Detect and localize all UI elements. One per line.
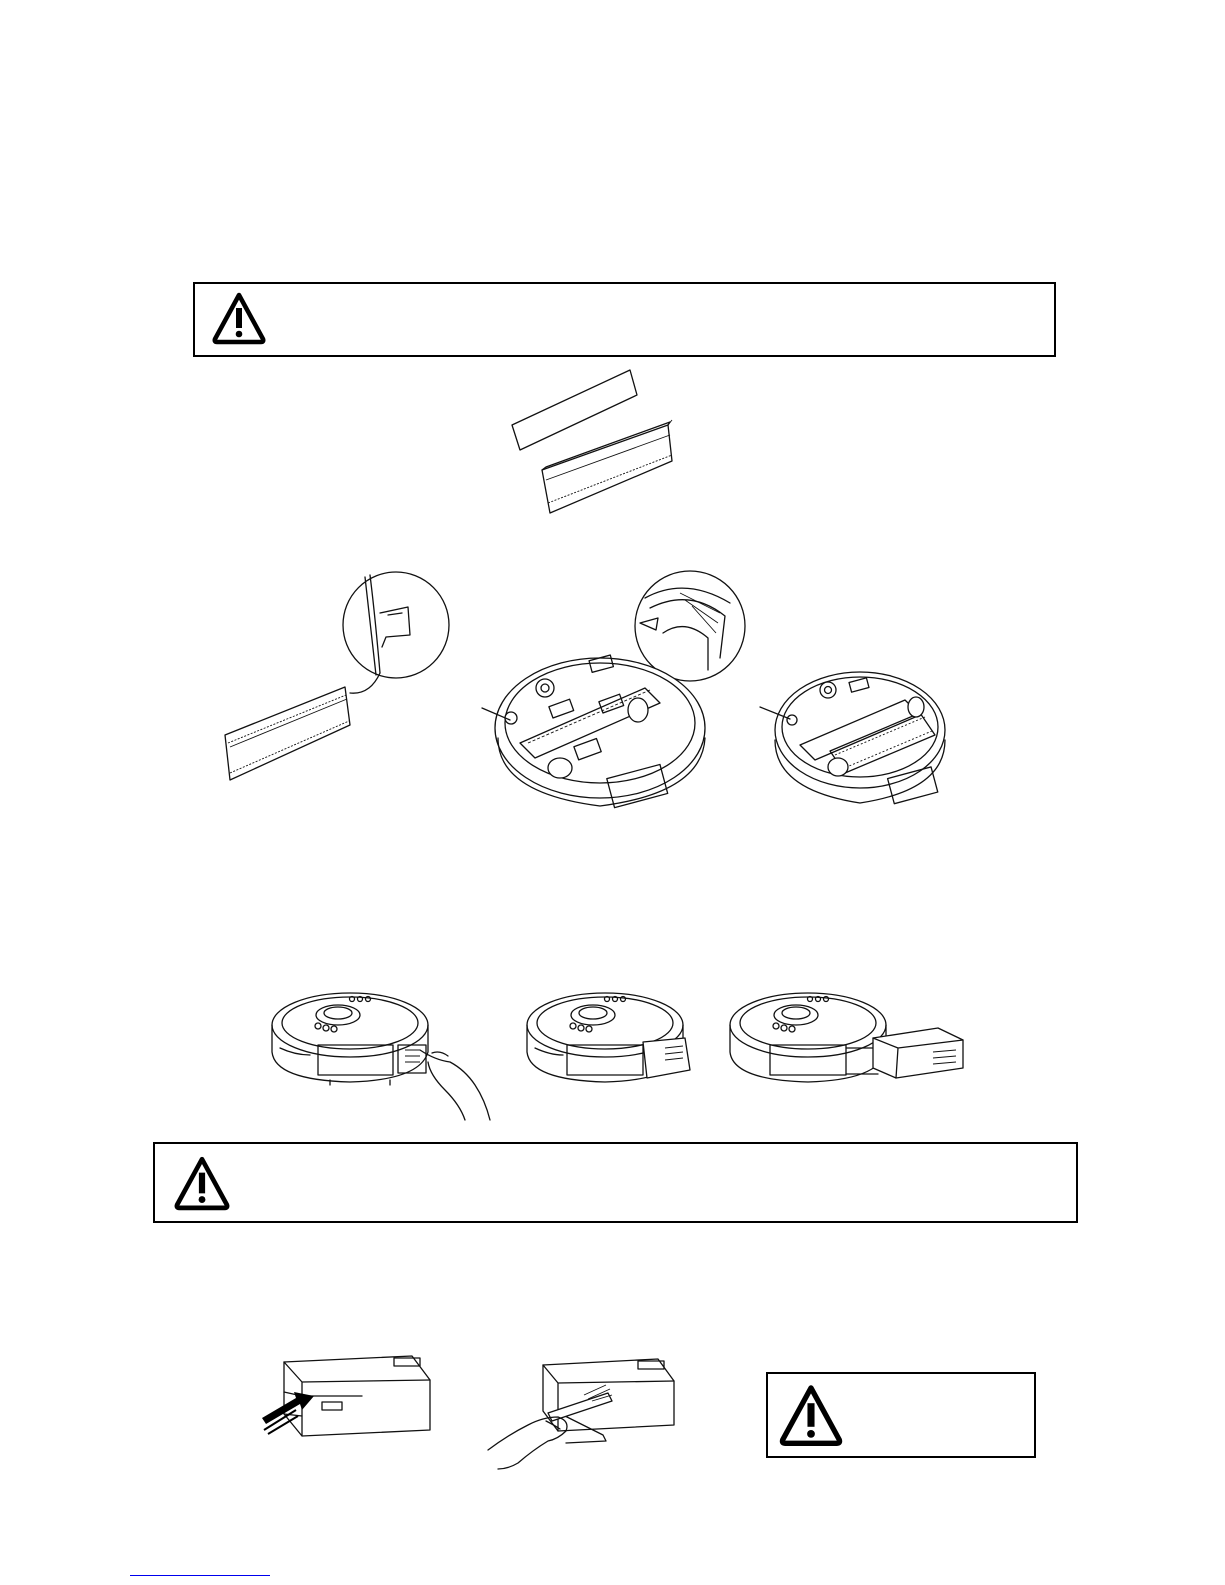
warning-triangle-icon	[173, 1154, 231, 1212]
dustbin-brush-cleaning	[488, 1355, 688, 1470]
warning-triangle-icon	[778, 1382, 844, 1448]
dustbin-with-arrow	[262, 1352, 437, 1442]
robot-dustbin-unlatched	[525, 990, 695, 1090]
robot-dustbin-removed	[728, 990, 968, 1090]
warning-box-1	[193, 282, 1056, 357]
warning-triangle-icon	[211, 290, 267, 346]
filter-detail-callout	[220, 575, 460, 790]
warning-box-3	[766, 1372, 1036, 1458]
filter-sponge-and-filter	[500, 365, 690, 520]
robot-underside-with-brush	[480, 578, 770, 813]
footer-link-underline[interactable]	[130, 1575, 270, 1576]
robot-underside-with-filter	[760, 655, 950, 815]
robot-pressing-dustbin-release	[270, 990, 500, 1125]
warning-box-2	[153, 1142, 1078, 1223]
